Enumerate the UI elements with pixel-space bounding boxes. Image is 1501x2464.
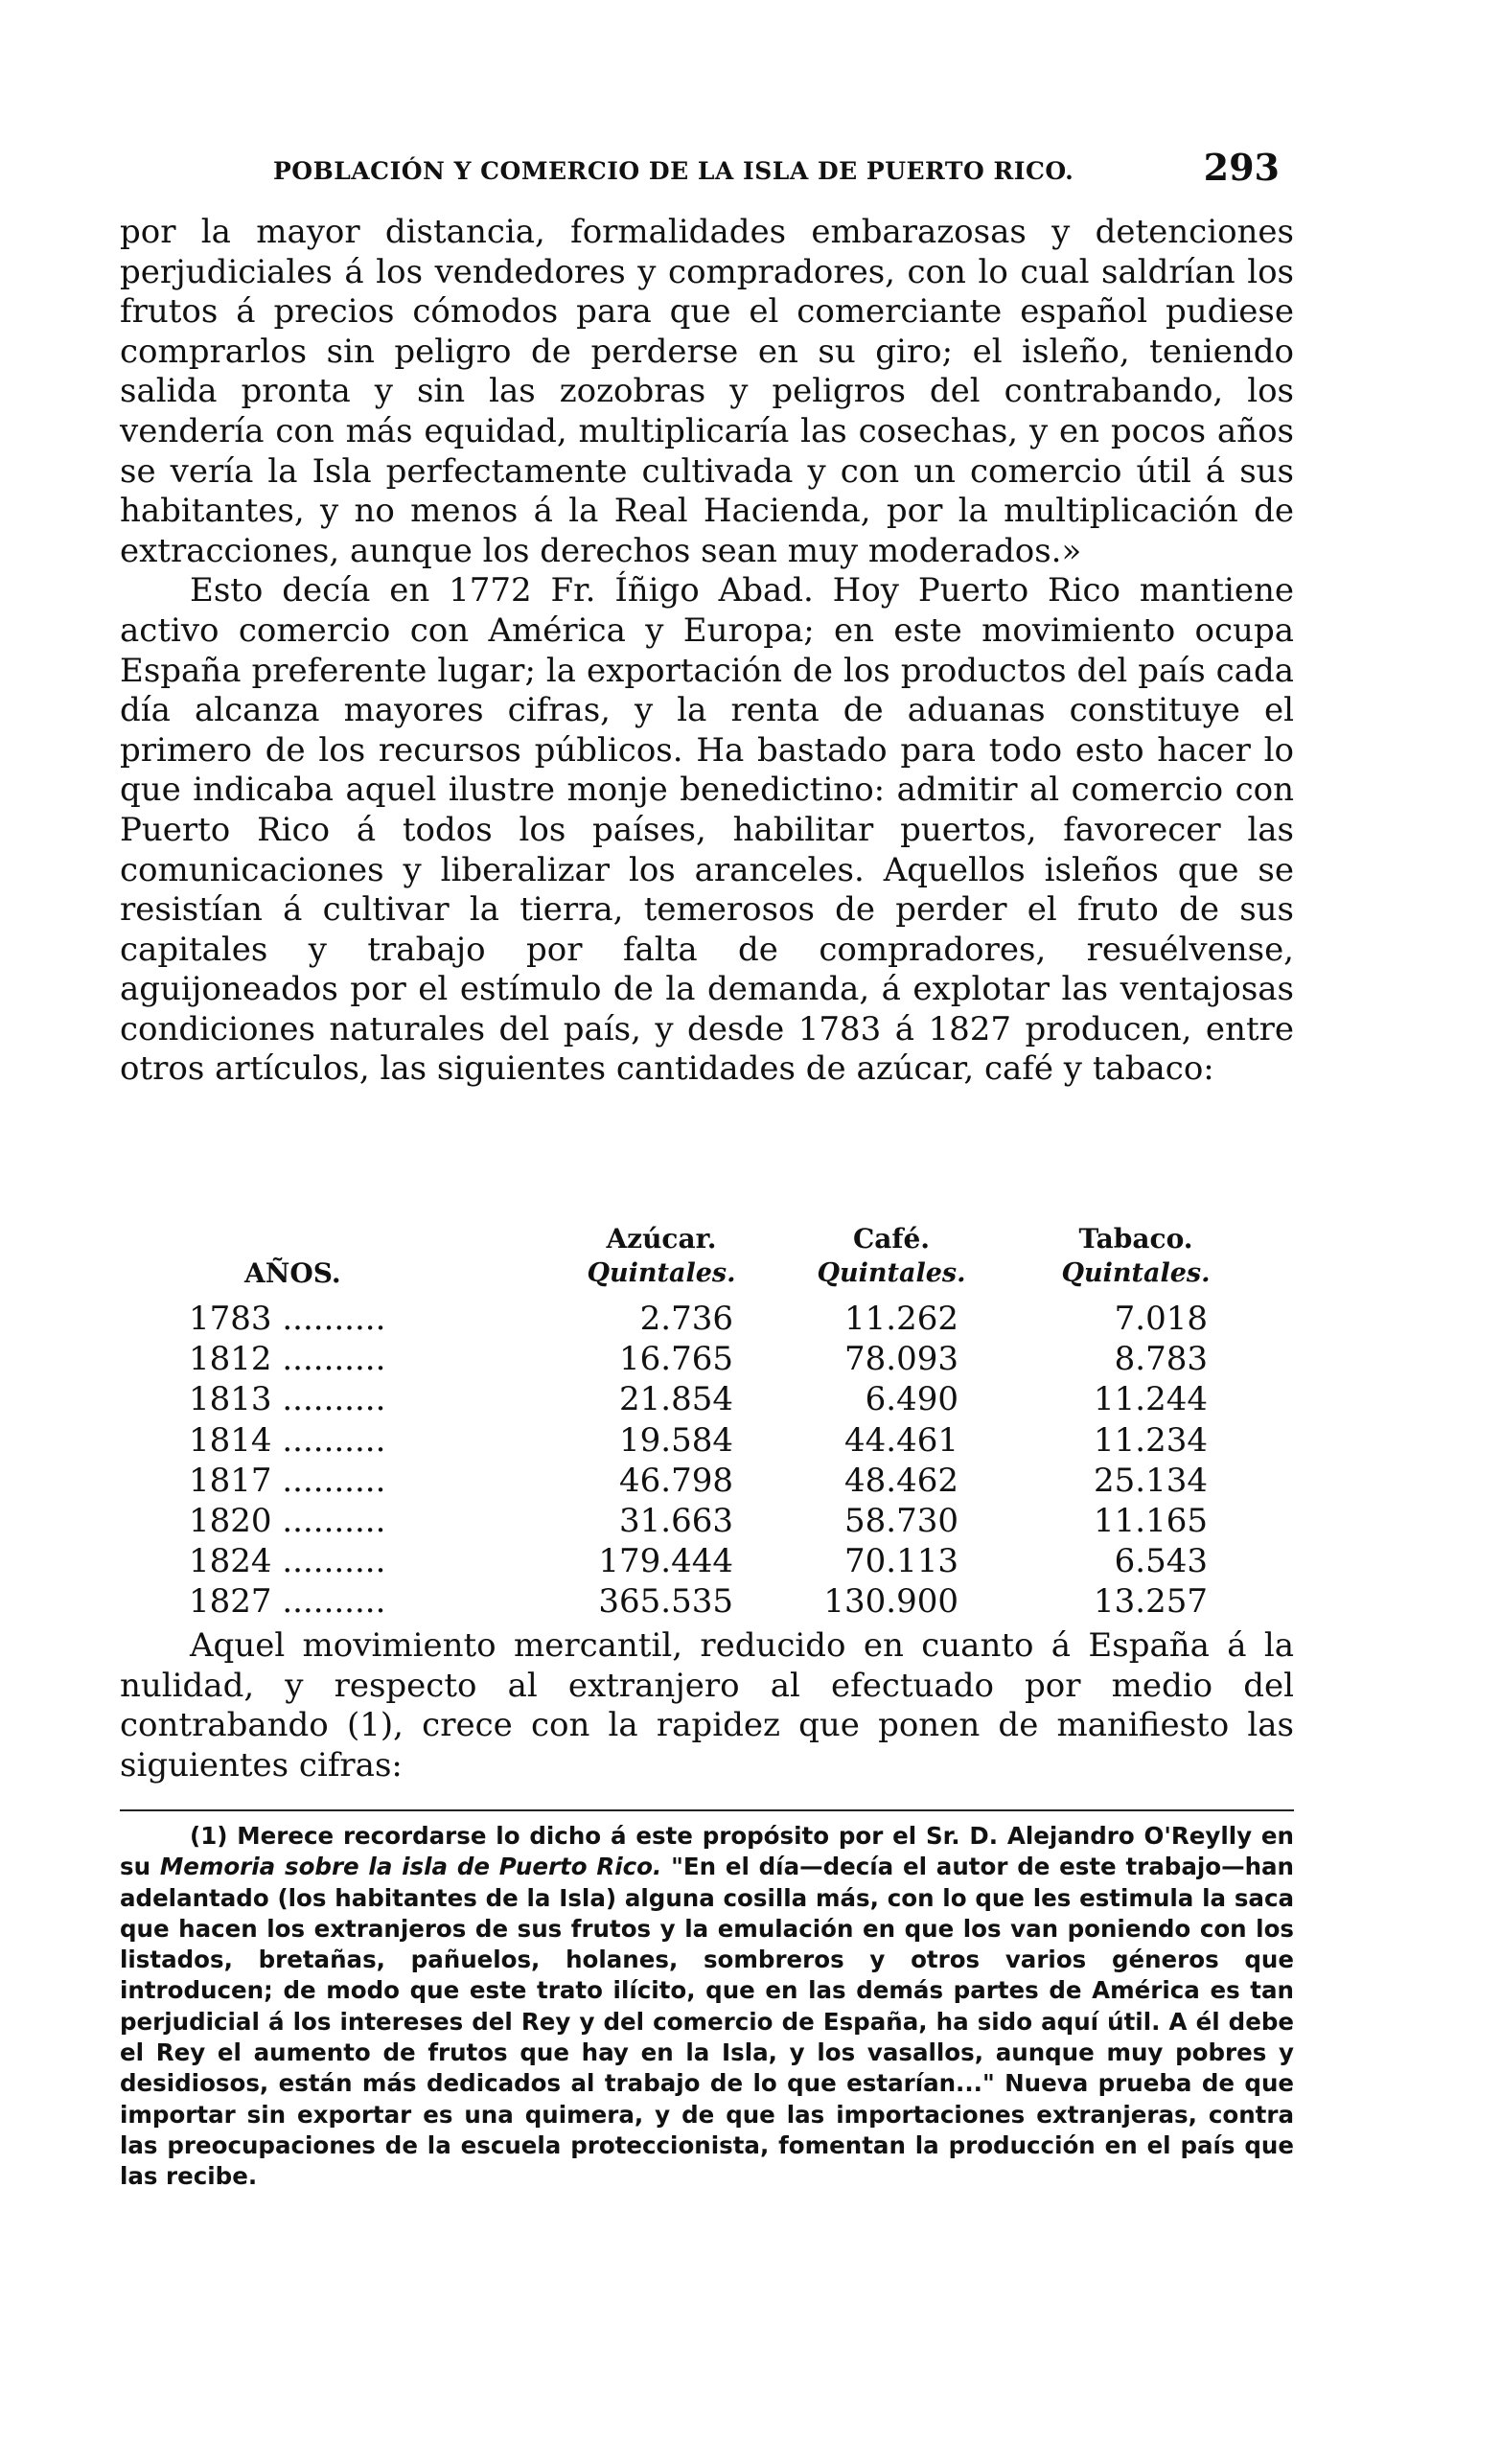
cafe-cell: 44.461: [844, 1420, 958, 1460]
azucar-cell: 46.798: [619, 1461, 733, 1500]
year-cell: 1813 ..........: [189, 1380, 386, 1419]
body-text: [120, 213, 1294, 1090]
header-tabaco-label: Tabaco.: [1078, 1223, 1193, 1255]
header-years: AÑOS.: [244, 1257, 341, 1289]
azucar-cell: 31.663: [619, 1501, 733, 1540]
header-cafe-label: Café.: [852, 1223, 931, 1255]
footnote-marker: (1): [190, 1822, 228, 1850]
page-header: [120, 144, 1280, 201]
footnote: [120, 1821, 1294, 2193]
paragraph-2: Esto decía en 1772 Fr. Íñigo Abad. Hoy Puerto Rico mantiene activo comercio con América y Europa; en este movimiento ocupa España preferente lugar; la exportación de los productos del país cada día alcanza mayores cifras, y la renta de aduanas constituye el primero de los recursos públicos. Ha bastado para todo esto hacer lo que indicaba aquel ilustre monje benedictino: admitir al comercio con Puerto Rico á todos los países, habilitar puertos, favorecer las comunicaciones y liberalizar los aranceles. Aquellos isleños que se resistían á cultivar la tierra, temerosos de perder el fruto de sus capitales y trabajo por falta de compradores, resuélvense, aguijoneados por el estímulo de la demanda, á explotar las ventajosas condiciones naturales del país, y desde 1783 á 1827 producen, entre otros artículos, las siguientes cantidades de azúcar, café y tabaco:: [120, 571, 1294, 1089]
year-cell: 1817 ..........: [189, 1461, 386, 1500]
year-cell: 1783 ..........: [189, 1300, 386, 1338]
azucar-cell: 21.854: [619, 1380, 733, 1419]
table-row: [120, 1339, 1294, 1379]
cafe-cell: 58.730: [844, 1501, 958, 1540]
tabaco-cell: 11.165: [1094, 1501, 1208, 1540]
footnote-text-after: "En el día—decía el autor de este trabajo—han adelantado (los habitantes de la Isla) alguna cosilla más, con lo que les estimula la saca que hacen los extranjeros de sus frutos y la emulación en que los van poniendo con los listados, bretañas, pañuelos, holanes, sombreros y otros varios géneros que introducen; de modo que este trato ilícito, que en las demás partes de América es tan perjudicial á los intereses del Rey y del comercio de España, ha sido aquí útil. A él debe el Rey el aumento de frutos que hay en la Isla, y los vasallos, aunque muy pobres y desidiosos, están más dedicados al trabajo de lo que estarían..." Nueva prueba de que importar sin exportar es una quimera, y de que las importaciones extranjeras, contra las preocupaciones de la escuela proteccionista, fomentan la producción en el país que las recibe.: [120, 1853, 1295, 2191]
body-text-continued: [120, 1626, 1294, 1785]
tabaco-cell: 13.257: [1094, 1582, 1208, 1622]
azucar-cell: 179.444: [598, 1542, 733, 1581]
azucar-cell: 365.535: [598, 1582, 733, 1622]
header-azucar: [580, 1222, 743, 1291]
footnote-text: [120, 1821, 1294, 2193]
cafe-cell: 6.490: [865, 1380, 958, 1419]
header-tabaco: [1054, 1222, 1217, 1291]
tabaco-cell: 8.783: [1114, 1340, 1208, 1379]
year-cell: 1827 ..........: [189, 1582, 386, 1622]
table-row: [120, 1541, 1294, 1581]
azucar-cell: 2.736: [639, 1300, 733, 1338]
cafe-cell: 130.900: [823, 1582, 958, 1622]
table-row: [120, 1581, 1294, 1622]
footnote-cited-title: Memoria sobre la isla de Puerto Rico.: [159, 1853, 662, 1881]
production-table: [120, 1222, 1294, 1623]
table-row: [120, 1461, 1294, 1501]
table-row: [120, 1420, 1294, 1461]
azucar-cell: 16.765: [619, 1340, 733, 1379]
year-cell: 1820 ..........: [189, 1501, 386, 1540]
header-azucar-label: Azúcar.: [606, 1223, 717, 1255]
header-tabaco-unit: Quintales.: [1061, 1258, 1211, 1288]
cafe-cell: 70.113: [844, 1542, 958, 1581]
table-row: [120, 1299, 1294, 1339]
paragraph-1: por la mayor distancia, formalidades embarazosas y detenciones perjudiciales á los vendedores y compradores, con lo cual saldrían los frutos á precios cómodos para que el comerciante español pudiese comprarlos sin peligro de perderse en su giro; el isleño, teniendo salida pronta y sin las zozobras y peligros del contrabando, los vendería con más equidad, multiplicaría las cosechas, y en pocos años se vería la Isla perfectamente cultivada y con un comercio útil á sus habitantes, y no menos á la Real Hacienda, por la multiplicación de extracciones, aunque los derechos sean muy moderados.»: [120, 213, 1294, 570]
running-title: POBLACIÓN Y COMERCIO DE LA ISLA DE PUERTO RICO.: [273, 157, 1074, 185]
footnote-divider: [120, 1809, 1294, 1811]
table-header: [120, 1222, 1294, 1299]
table-row: [120, 1379, 1294, 1419]
cafe-cell: 11.262: [844, 1300, 958, 1338]
tabaco-cell: 11.244: [1094, 1380, 1208, 1419]
footnote-text-before: Merece recordarse lo dicho á este propósito por el Sr. D. Alejandro O'Reylly en su: [120, 1822, 1294, 1881]
cafe-cell: 48.462: [844, 1461, 958, 1500]
year-cell: 1814 ..........: [189, 1420, 386, 1460]
table-row: [120, 1501, 1294, 1541]
year-cell: 1824 ..........: [189, 1542, 386, 1581]
header-cafe: [810, 1222, 973, 1291]
header-cafe-unit: Quintales.: [817, 1258, 966, 1288]
header-azucar-unit: Quintales.: [587, 1258, 736, 1288]
azucar-cell: 19.584: [619, 1420, 733, 1460]
tabaco-cell: 25.134: [1094, 1461, 1208, 1500]
year-cell: 1812 ..........: [189, 1340, 386, 1379]
cafe-cell: 78.093: [844, 1340, 958, 1379]
paragraph-3: Aquel movimiento mercantil, reducido en cuanto á España á la nulidad, y respecto al extranjero al efectuado por medio del contrabando (1), crece con la rapidez que ponen de manifiesto las siguientes cifras:: [120, 1626, 1294, 1785]
page-number: 293: [1203, 146, 1280, 189]
tabaco-cell: 7.018: [1114, 1300, 1208, 1338]
tabaco-cell: 6.543: [1114, 1542, 1208, 1581]
tabaco-cell: 11.234: [1094, 1420, 1208, 1460]
